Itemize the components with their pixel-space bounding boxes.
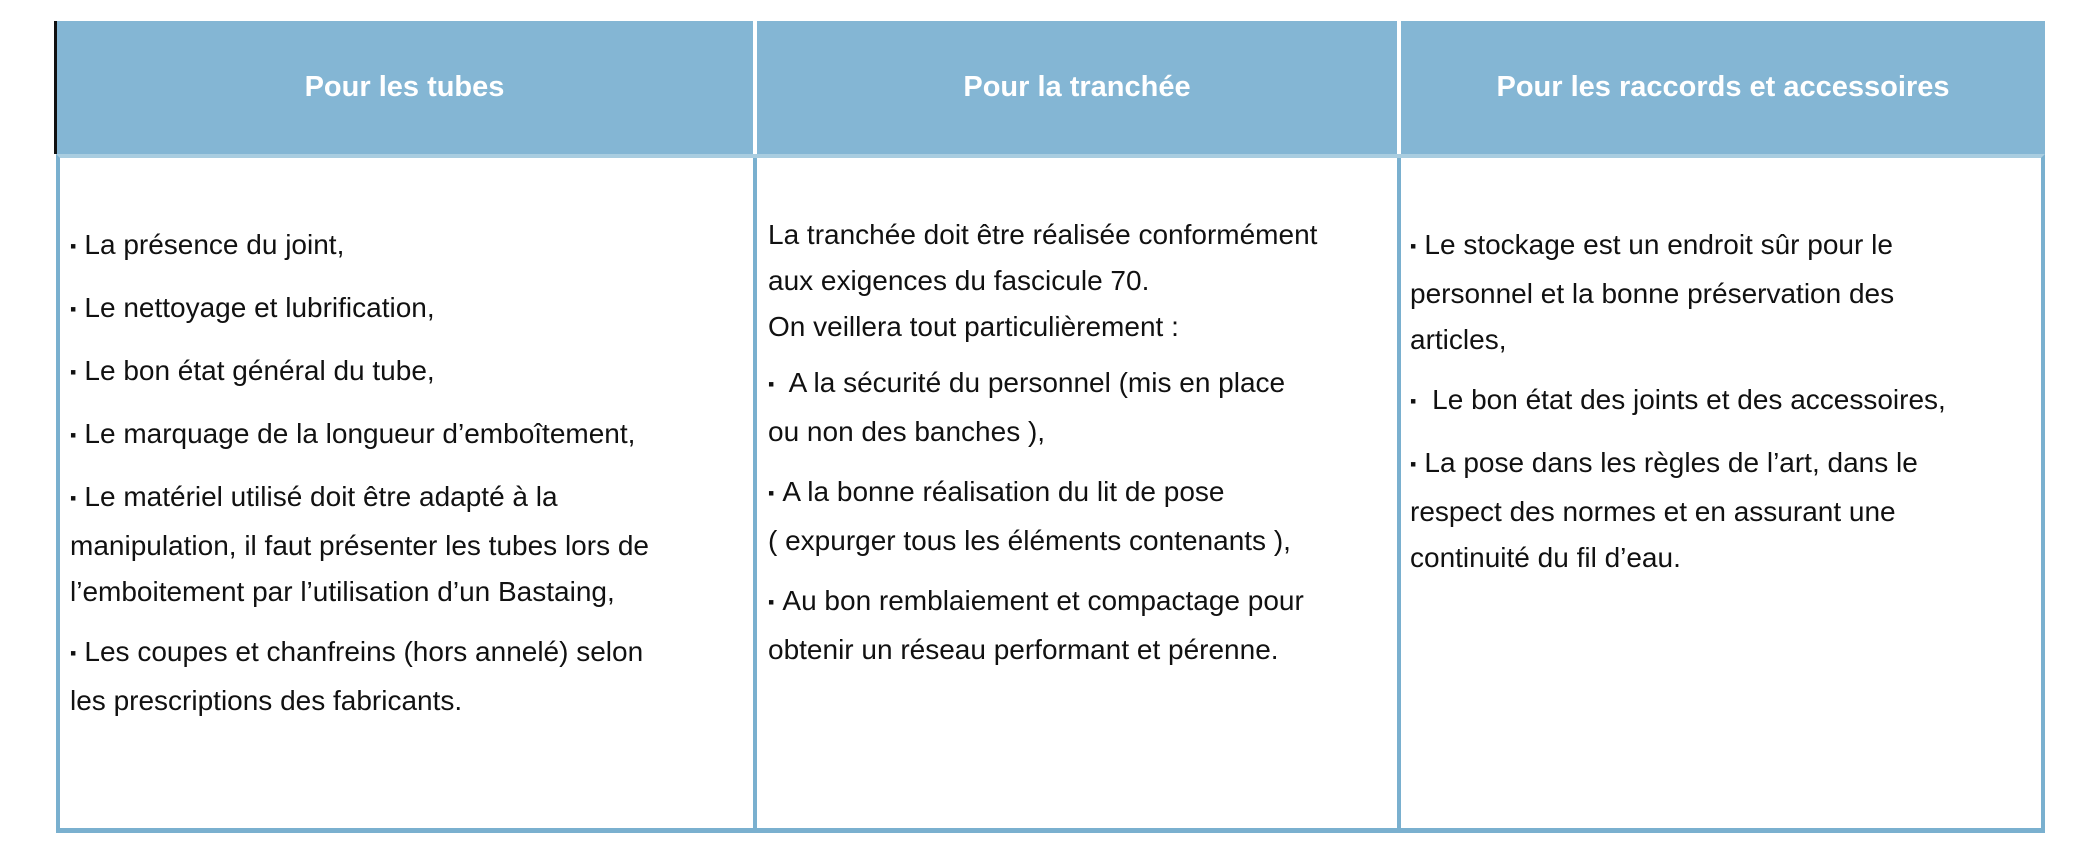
list-item-text: articles, [1410, 324, 1507, 355]
list-item-text: ▪ La présence du joint, [70, 222, 750, 271]
column-divider [753, 158, 757, 828]
list-item [70, 474, 750, 615]
list-item-text: obtenir un réseau performant et pérenne. [768, 634, 1279, 665]
list-item [70, 629, 750, 724]
table-body-row [56, 154, 2045, 833]
requirements-table [56, 21, 2045, 833]
intro-text: La tranchée doit être réalisée conformément [768, 219, 1318, 250]
intro-paragraph [768, 212, 1393, 350]
list-item-text: ▪ Les coupes et chanfreins (hors annelé) selon [70, 629, 750, 678]
list-item-text: ▪ Au bon remblaiement et compactage pour [768, 578, 1393, 627]
list-item [768, 578, 1393, 673]
list-item-text: ▪ Le stockage est un endroit sûr pour le [1410, 222, 2040, 271]
cell-tranchee [768, 212, 1393, 687]
list-item [768, 360, 1393, 455]
cell-raccords [1410, 222, 2040, 595]
list-item-text: manipulation, il faut présenter les tubes lors de [70, 530, 649, 561]
list-item [70, 222, 750, 271]
list-item [1410, 222, 2040, 363]
table-header-row [56, 21, 2045, 154]
list-item-text: personnel et la bonne préservation des [1410, 278, 1895, 309]
header-tubes: Pour les tubes [304, 71, 505, 103]
header-raccords: Pour les raccords et accessoires [1496, 71, 1950, 103]
intro-text: aux exigences du fascicule 70. [768, 265, 1150, 296]
list-item-text: ( expurger tous les éléments contenants ), [768, 525, 1291, 556]
list-item-text: ou non des banches ), [768, 416, 1046, 447]
list-item-text: respect des normes et en assurant une [1410, 496, 1896, 527]
list-item-text: ▪ Le marquage de la longueur d’emboîtement, [70, 411, 750, 460]
list-item-text: continuité du fil d’eau. [1410, 542, 1681, 573]
list-item [768, 469, 1393, 564]
intro-text: On veillera tout particulièrement : [768, 311, 1179, 342]
list-item-text: ▪ Le matériel utilisé doit être adapté à la [70, 474, 750, 523]
list-item-text: ▪ A la sécurité du personnel (mis en place [768, 360, 1393, 409]
list-item [70, 348, 750, 397]
list-item [1410, 377, 2040, 426]
list-item-text: ▪ Le bon état général du tube, [70, 348, 750, 397]
list-item-text: les prescriptions des fabricants. [70, 685, 463, 716]
cell-tubes [70, 222, 750, 738]
list-item [1410, 440, 2040, 581]
list-item [70, 285, 750, 334]
list-item-text: ▪ Le bon état des joints et des accessoires, [1410, 377, 2040, 426]
list-item-text: ▪ La pose dans les règles de l’art, dans le [1410, 440, 2040, 489]
column-divider [1397, 158, 1401, 828]
list-item-text: ▪ A la bonne réalisation du lit de pose [768, 469, 1393, 518]
list-item-text: ▪ Le nettoyage et lubrification, [70, 285, 750, 334]
header-tranchee: Pour la tranchée [963, 71, 1191, 103]
list-item [70, 411, 750, 460]
list-item-text: l’emboitement par l’utilisation d’un Bastaing, [70, 576, 615, 607]
